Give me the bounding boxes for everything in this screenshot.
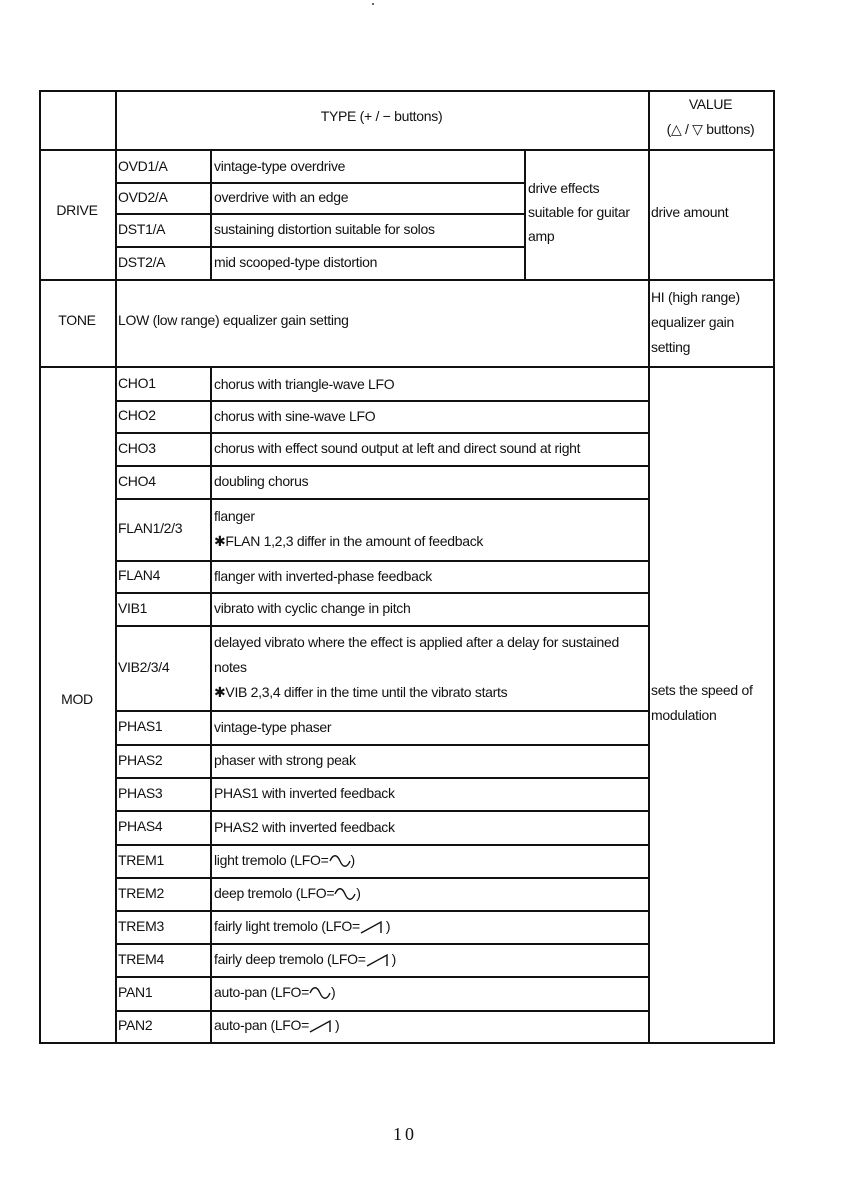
col-category-rule: [115, 90, 117, 1042]
mod-code: TREM2: [118, 884, 164, 901]
mod-row-rule: [115, 744, 648, 746]
mod-desc: ✱VIB 2,3,4 differ in the time until the vibrato starts: [214, 684, 508, 700]
mod-row-rule: [115, 910, 648, 912]
sawtooth-wave-icon: [309, 1019, 335, 1033]
mod-row-rule: [115, 943, 648, 945]
mod-row-rule: [115, 400, 648, 402]
mod-code: CHO3: [118, 439, 156, 456]
mod-row-rule: [115, 877, 648, 879]
mod-desc: chorus with triangle-wave LFO: [214, 375, 395, 392]
tone-value: equalizer gain: [651, 314, 734, 330]
drive-code: DST1/A: [118, 220, 166, 237]
mod-code: CHO4: [118, 472, 156, 489]
mod-desc-text: ): [350, 851, 355, 868]
mod-row-rule: [115, 1010, 648, 1012]
mod-desc: phaser with strong peak: [214, 752, 356, 768]
mod-desc: PHAS1 with inverted feedback: [214, 785, 395, 801]
mod-code: PHAS1: [118, 718, 163, 734]
mod-desc-text: fairly deep tremolo (LFO=: [214, 950, 366, 967]
sawtooth-wave-icon: [360, 920, 386, 934]
sawtooth-wave-icon: [366, 953, 392, 967]
tone-mod-rule: [39, 366, 773, 368]
tone-label: TONE: [58, 312, 96, 328]
page-number: 10: [393, 1124, 417, 1144]
mod-desc: chorus with effect sound output at left and direct sound at right: [214, 440, 581, 456]
type-header: TYPE (+ / − buttons): [320, 108, 443, 124]
mod-desc: flanger: [214, 508, 255, 524]
mod-row-rule: [115, 592, 648, 594]
mod-value: modulation: [651, 707, 717, 723]
drive-row-rule: [115, 246, 524, 248]
mod-desc-text: light tremolo (LFO=: [214, 851, 329, 868]
mod-code: CHO1: [118, 375, 156, 391]
drive-tone-rule: [39, 279, 773, 281]
drive-group-note: suitable for guitar: [528, 204, 630, 220]
drive-code: DST2/A: [118, 253, 166, 270]
mod-code: PAN2: [118, 1017, 153, 1033]
drive-row-rule: [115, 213, 524, 215]
mod-code: FLAN1/2/3: [118, 520, 183, 536]
drive-desc: vintage-type overdrive: [214, 157, 346, 174]
drive-desc-col-rule: [524, 151, 526, 279]
mod-row-rule: [115, 432, 648, 434]
drive-label: DRIVE: [56, 202, 98, 218]
mod-desc: doubling chorus: [214, 473, 309, 489]
drive-desc: mid scooped-type distortion: [214, 253, 378, 270]
sine-wave-icon: [334, 887, 356, 901]
sine-wave-icon: [329, 854, 351, 868]
tone-desc: LOW (low range) equalizer gain setting: [118, 312, 349, 328]
drive-desc: sustaining distortion suitable for solos: [214, 220, 435, 237]
mod-code: FLAN4: [118, 567, 161, 583]
mod-desc: vintage-type phaser: [214, 718, 332, 735]
mod-desc: [214, 848, 355, 872]
mod-desc-text: ): [385, 917, 391, 934]
drive-desc: overdrive with an edge: [214, 188, 349, 205]
mod-row-rule: [115, 777, 648, 779]
mod-desc-text: ): [391, 950, 396, 967]
mod-desc: flanger with inverted-phase feedback: [214, 567, 433, 584]
mod-desc-text: deep tremolo (LFO=: [214, 884, 335, 901]
drive-code-col-rule: [210, 151, 212, 279]
mod-desc: PHAS2 with inverted feedback: [214, 818, 395, 835]
tone-value: HI (high range): [651, 289, 740, 305]
mod-code: PHAS2: [118, 751, 163, 768]
mod-desc-text: fairly light tremolo (LFO=: [214, 917, 360, 934]
mod-desc-text: ): [331, 984, 336, 1000]
mod-code: PHAS3: [118, 784, 163, 801]
mod-desc-text: ): [335, 1017, 340, 1033]
sine-wave-icon: [309, 986, 331, 1000]
mod-code-col-rule: [210, 368, 212, 1042]
mod-code: VIB1: [118, 599, 148, 616]
mod-row-rule: [115, 710, 648, 712]
drive-code: OVD1/A: [118, 157, 168, 174]
mod-desc: ✱FLAN 1,2,3 differ in the amount of feedback: [214, 533, 484, 549]
mod-value: sets the speed of: [651, 682, 753, 698]
mod-row-rule: [115, 498, 648, 500]
drive-code: OVD2/A: [118, 188, 168, 205]
mod-row-rule: [115, 465, 648, 467]
mod-desc: vibrato with cyclic change in pitch: [214, 600, 411, 616]
drive-group-note: amp: [528, 228, 555, 244]
value-header: VALUE: [688, 96, 733, 112]
mod-desc: delayed vibrato where the effect is applied after a delay for sustained: [214, 634, 619, 650]
mod-code: PAN1: [118, 984, 153, 1000]
tone-value: setting: [651, 339, 691, 355]
mod-row-rule: [115, 560, 648, 562]
mod-code: VIB2/3/4: [118, 658, 170, 675]
mod-desc: chorus with sine-wave LFO: [214, 407, 376, 424]
mod-desc: [214, 947, 396, 971]
mod-code: PHAS4: [118, 818, 163, 834]
mod-label: MOD: [61, 691, 93, 707]
mod-code: CHO2: [118, 407, 156, 423]
mod-row-rule: [115, 625, 648, 627]
mod-desc: [214, 881, 361, 905]
mod-desc-text: auto-pan (LFO=: [214, 984, 310, 1000]
outer-left: [39, 90, 41, 1042]
mod-desc: [214, 914, 390, 938]
mod-desc-text: auto-pan (LFO=: [214, 1017, 310, 1033]
mod-desc: [214, 980, 335, 1004]
mod-row-rule: [115, 844, 648, 846]
outer-right: [773, 90, 775, 1042]
mod-code: TREM1: [118, 851, 164, 868]
drive-value: drive amount: [651, 204, 729, 220]
mod-code: TREM4: [118, 950, 164, 967]
header-rule: [39, 149, 773, 151]
mod-row-rule: [115, 976, 648, 978]
mod-code: TREM3: [118, 917, 164, 934]
mod-row-rule: [115, 810, 648, 812]
drive-group-note: drive effects: [528, 180, 600, 196]
outer-bottom: [39, 1042, 775, 1044]
col-value-rule: [648, 90, 650, 1042]
mod-desc-text: ): [356, 884, 361, 901]
mod-desc: notes: [214, 659, 247, 675]
mod-desc: [214, 1013, 339, 1037]
value-header-buttons: (△ / ▽ buttons): [666, 121, 755, 137]
